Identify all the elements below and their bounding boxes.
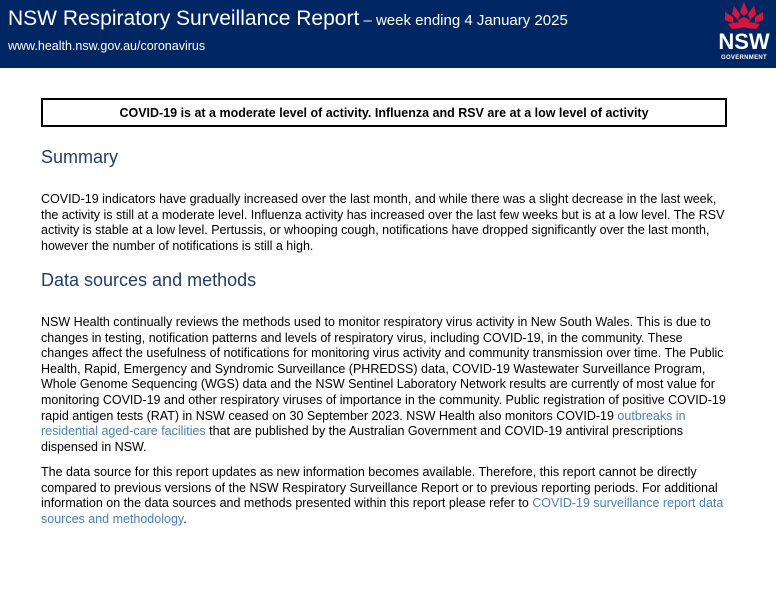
logo-wordmark: NSW [718, 29, 770, 54]
aged-care-outbreaks-link[interactable]: outbreaks in residential aged-care facilities [41, 408, 686, 439]
summary-paragraph: COVID-19 indicators have gradually increased over the last month, and while there was a slight decrease in the last week, the activity is still at a moderate level. Influenza activity has increased over the last few weeks but is at a low level. The RSV activity is stable at a low level. Pertussis, or whooping cough, notifications have dropped significantly over the last month, however the number of notifications is still a high. [41, 192, 725, 253]
status-banner: COVID-19 is at a moderate level of activity. Influenza and RSV are at a low level of activity [41, 98, 727, 127]
waratah-flower-icon [712, 0, 776, 32]
methods-p1-text: NSW Health continually reviews the methods used to monitor respiratory virus activity in New South Wales. This is due to changes in testing, notification patterns and levels of respiratory virus, including COVID-19, in the community. These changes affect the usefulness of notifications for monitoring virus activity and community transmission over time. The Public Health, Rapid, Emergency and Syndromic Surveillance (PHREDSS) data, COVID-19 Wastewater Surveillance Program, Whole Genome Sequencing (WGS) data and the NSW Sentinel Laboratory Network results are currently of most value for monitoring COVID-19 and other respiratory viruses of importance in the community. Public registration of positive COVID-19 rapid antigen tests (RAT) in NSW ceased on 30 September 2023. NSW Health also monitors COVID-19 [41, 315, 726, 423]
methods-p2-text-end: . [183, 511, 187, 526]
logo-government-label: GOVERNMENT [720, 55, 767, 61]
methods-heading: Data sources and methods [41, 270, 257, 290]
header-url[interactable]: www.health.nsw.gov.au/coronavirus [8, 39, 206, 53]
methods-p1-text-end: that are published by the Australian Government and COVID-19 antiviral prescriptions dispensed in NSW. [41, 424, 684, 454]
report-title [8, 6, 568, 34]
methods-p2-text: The data source for this report updates as new information becomes available. Therefore, this report cannot be directly compared to previous versions of the NSW Respiratory Surveillance Report or to previous reporting periods. For additional information on the data sources and methods presented within this report please refer to [41, 465, 718, 511]
nsw-government-logo [712, 0, 776, 68]
methods-paragraph-2 [41, 465, 731, 527]
methods-paragraph-1 [41, 315, 731, 455]
report-header [0, 0, 776, 68]
methodology-link[interactable]: COVID-19 surveillance report data sources and methodology [41, 496, 724, 526]
report-title-week: – week ending 4 January 2025 [359, 12, 568, 29]
summary-heading: Summary [41, 147, 119, 167]
report-title-main: NSW Respiratory Surveillance Report [8, 7, 360, 30]
